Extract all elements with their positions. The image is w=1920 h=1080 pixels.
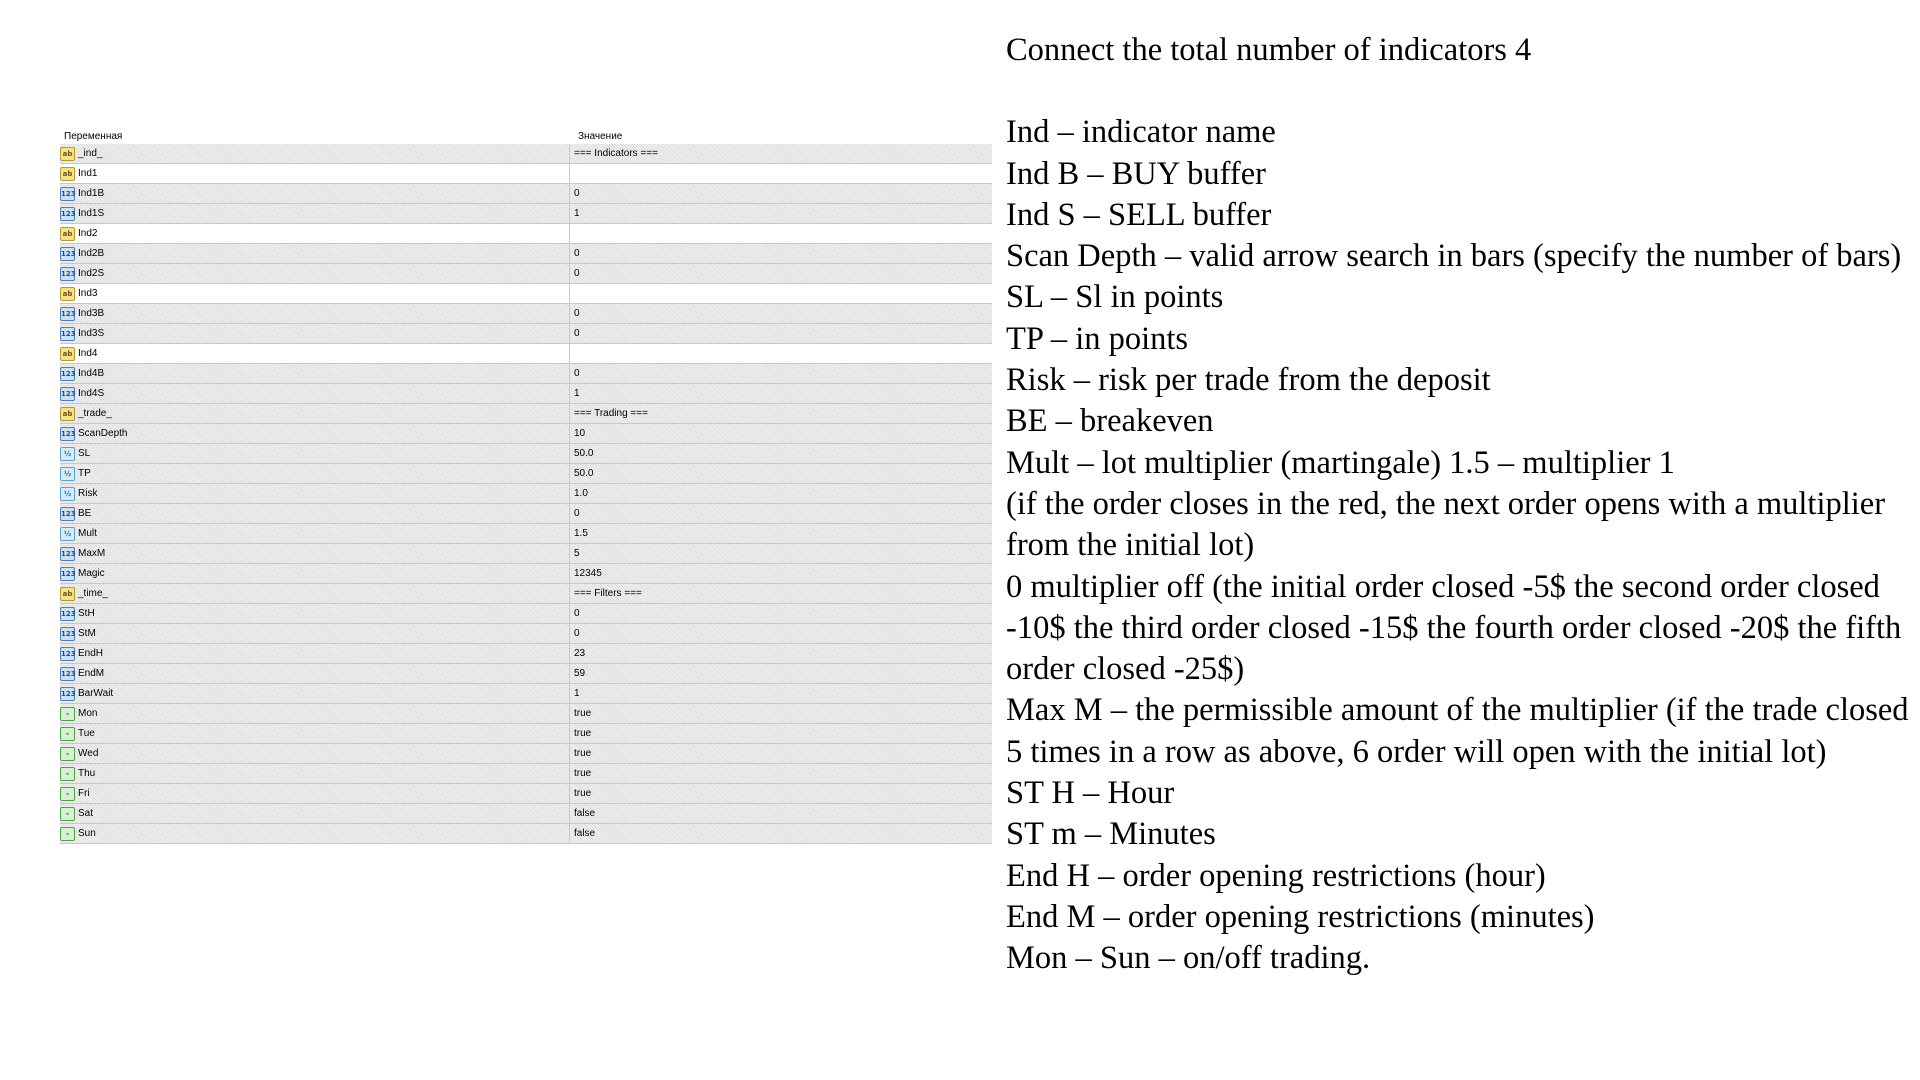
variable-name: SL xyxy=(78,448,91,459)
table-row[interactable] xyxy=(60,324,992,344)
variable-name-cell[interactable] xyxy=(60,284,570,303)
table-row[interactable] xyxy=(60,564,992,584)
boolean-type-icon: ⌁ xyxy=(60,787,75,801)
variable-value-cell[interactable]: 50.0 xyxy=(574,468,594,479)
variable-value-cell[interactable]: 0 xyxy=(574,328,580,339)
description-line: ST H – Hour xyxy=(1006,775,1175,812)
table-row[interactable] xyxy=(60,224,992,244)
double-type-icon: ½ xyxy=(60,527,75,541)
variable-name: Ind4S xyxy=(78,388,105,399)
double-type-icon: ½ xyxy=(60,447,75,461)
integer-type-icon: 123 xyxy=(60,567,75,581)
integer-type-icon: 123 xyxy=(60,267,75,281)
table-row[interactable] xyxy=(60,524,992,544)
variable-value-cell[interactable]: true xyxy=(574,708,592,719)
table-row[interactable] xyxy=(60,684,992,704)
table-row[interactable] xyxy=(60,344,992,364)
variable-name: Ind4 xyxy=(78,348,98,359)
integer-type-icon: 123 xyxy=(60,507,75,521)
variable-name-cell[interactable] xyxy=(60,324,570,343)
table-row[interactable] xyxy=(60,624,992,644)
parameters-table xyxy=(60,120,992,844)
variable-name-cell[interactable] xyxy=(60,744,570,763)
variable-value-cell[interactable]: 0 xyxy=(574,628,580,639)
variable-value-cell[interactable]: 0 xyxy=(574,368,580,379)
variable-value-cell[interactable]: true xyxy=(574,728,592,739)
integer-type-icon: 123 xyxy=(60,667,75,681)
table-row[interactable] xyxy=(60,544,992,564)
integer-type-icon: 123 xyxy=(60,327,75,341)
description-list xyxy=(1006,112,1911,979)
variable-value-cell[interactable]: 59 xyxy=(574,668,586,679)
variable-name: Ind2S xyxy=(78,268,105,279)
table-row[interactable] xyxy=(60,204,992,224)
variable-value-cell[interactable]: 5 xyxy=(574,548,580,559)
integer-type-icon: 123 xyxy=(60,687,75,701)
variable-name-cell[interactable] xyxy=(60,644,570,663)
variable-name: Magic xyxy=(78,568,105,579)
description-line: 0 multiplier off (the initial order closed -5$ the second order closed -10$ the third order closed -15$ the fourth order closed -20$ the fifth order closed -25$) xyxy=(1006,568,1902,688)
boolean-type-icon: ⌁ xyxy=(60,707,75,721)
variable-name: Thu xyxy=(78,768,96,779)
variable-name-cell[interactable] xyxy=(60,764,570,783)
variable-name-cell[interactable] xyxy=(60,684,570,703)
boolean-type-icon: ⌁ xyxy=(60,747,75,761)
column-header-variable[interactable]: Переменная xyxy=(64,131,123,142)
variable-value-cell[interactable]: 1 xyxy=(574,388,580,399)
variable-name: Ind1B xyxy=(78,188,105,199)
variable-name-cell[interactable] xyxy=(60,724,570,743)
variable-name-cell[interactable] xyxy=(60,504,570,523)
variable-name: Risk xyxy=(78,488,98,499)
table-row[interactable] xyxy=(60,764,992,784)
variable-value-cell[interactable] xyxy=(570,284,992,303)
integer-type-icon: 123 xyxy=(60,247,75,261)
table-row[interactable] xyxy=(60,804,992,824)
integer-type-icon: 123 xyxy=(60,427,75,441)
variable-name-cell[interactable] xyxy=(60,444,570,463)
table-row[interactable] xyxy=(60,284,992,304)
boolean-type-icon: ⌁ xyxy=(60,827,75,841)
variable-value-cell[interactable]: false xyxy=(574,828,596,839)
string-type-icon: ab xyxy=(60,287,75,301)
variable-name: Ind2B xyxy=(78,248,105,259)
variable-name-cell[interactable] xyxy=(60,544,570,563)
variable-value-cell[interactable]: false xyxy=(574,808,596,819)
table-row[interactable] xyxy=(60,704,992,724)
variable-value-cell[interactable]: 50.0 xyxy=(574,448,594,459)
table-row[interactable] xyxy=(60,364,992,384)
parameters-table-header xyxy=(60,120,992,144)
variable-value-cell[interactable] xyxy=(570,344,992,363)
description-line: Scan Depth – valid arrow search in bars (specify the number of bars) xyxy=(1006,238,1902,275)
description-title: Connect the total number of indicators 4 xyxy=(1006,32,1532,68)
table-row[interactable] xyxy=(60,724,992,744)
variable-value-cell[interactable]: true xyxy=(574,788,592,799)
table-row[interactable] xyxy=(60,504,992,524)
table-row[interactable] xyxy=(60,744,992,764)
integer-type-icon: 123 xyxy=(60,307,75,321)
variable-name: TP xyxy=(78,468,91,479)
variable-name-cell[interactable] xyxy=(60,464,570,483)
variable-value-cell[interactable] xyxy=(570,224,992,243)
double-type-icon: ½ xyxy=(60,487,75,501)
variable-value-cell[interactable]: === Trading === xyxy=(574,408,648,419)
variable-value-cell[interactable]: 0 xyxy=(574,508,580,519)
description-line: (if the order closes in the red, the next order opens with a multiplier from the initial lot) xyxy=(1006,485,1886,564)
variable-name-cell[interactable] xyxy=(60,184,570,203)
variable-name-cell[interactable] xyxy=(60,424,570,443)
variable-name: StM xyxy=(78,628,96,639)
string-type-icon: ab xyxy=(60,227,75,241)
table-row[interactable] xyxy=(60,664,992,684)
integer-type-icon: 123 xyxy=(60,627,75,641)
variable-name-cell[interactable] xyxy=(60,364,570,383)
variable-name: Sat xyxy=(78,808,94,819)
variable-name-cell[interactable] xyxy=(60,604,570,623)
variable-name: _time_ xyxy=(78,588,109,599)
description-line: BE – breakeven xyxy=(1006,403,1214,440)
variable-value-cell[interactable]: 0 xyxy=(574,308,580,319)
string-type-icon: ab xyxy=(60,587,75,601)
variable-name-cell[interactable] xyxy=(60,624,570,643)
boolean-type-icon: ⌁ xyxy=(60,727,75,741)
parameter-description xyxy=(1006,30,1911,980)
integer-type-icon: 123 xyxy=(60,547,75,561)
variable-value-cell[interactable]: 12345 xyxy=(574,568,602,579)
integer-type-icon: 123 xyxy=(60,207,75,221)
table-row[interactable] xyxy=(60,584,992,604)
variable-name: _ind_ xyxy=(78,148,103,159)
variable-name: Ind3 xyxy=(78,288,98,299)
description-line: SL – Sl in points xyxy=(1006,279,1224,316)
description-line: Ind S – SELL buffer xyxy=(1006,196,1272,233)
table-row[interactable] xyxy=(60,824,992,844)
table-row[interactable] xyxy=(60,304,992,324)
integer-type-icon: 123 xyxy=(60,187,75,201)
description-line: Max M – the permissible amount of the multiplier (if the trade closed 5 times in a row as above, 6 order will open with the initial lot) xyxy=(1006,692,1909,770)
variable-name: EndH xyxy=(78,648,104,659)
variable-name-cell[interactable] xyxy=(60,304,570,323)
variable-name-cell[interactable] xyxy=(60,164,570,183)
variable-name-cell[interactable] xyxy=(60,784,570,803)
variable-value-cell[interactable]: true xyxy=(574,748,592,759)
variable-name: Fri xyxy=(78,788,90,799)
variable-name: _trade_ xyxy=(78,408,112,419)
variable-name-cell[interactable] xyxy=(60,264,570,283)
description-line: Ind – indicator name xyxy=(1006,114,1276,151)
table-row[interactable] xyxy=(60,464,992,484)
variable-name: BE xyxy=(78,508,92,519)
double-type-icon: ½ xyxy=(60,467,75,481)
variable-name: EndM xyxy=(78,668,105,679)
table-row[interactable] xyxy=(60,644,992,664)
description-line: Mult – lot multiplier (martingale) 1.5 – multiplier 1 xyxy=(1006,444,1675,481)
table-row[interactable] xyxy=(60,404,992,424)
variable-name: Ind1 xyxy=(78,168,98,179)
description-line: Mon – Sun – on/off trading. xyxy=(1006,940,1371,977)
variable-name-cell[interactable] xyxy=(60,824,570,843)
table-row[interactable] xyxy=(60,424,992,444)
variable-name: Sun xyxy=(78,828,96,839)
integer-type-icon: 123 xyxy=(60,387,75,401)
column-header-value[interactable]: Значение xyxy=(578,131,623,142)
table-row[interactable] xyxy=(60,604,992,624)
table-row[interactable] xyxy=(60,444,992,464)
description-line: End H – order opening restrictions (hour) xyxy=(1006,857,1546,894)
integer-type-icon: 123 xyxy=(60,647,75,661)
table-row[interactable] xyxy=(60,264,992,284)
variable-name-cell[interactable] xyxy=(60,664,570,683)
variable-value-cell[interactable]: === Filters === xyxy=(574,588,642,599)
description-line: Risk – risk per trade from the deposit xyxy=(1006,362,1491,399)
integer-type-icon: 123 xyxy=(60,607,75,621)
variable-name: Ind3S xyxy=(78,328,105,339)
description-line: TP – in points xyxy=(1006,320,1189,357)
table-row[interactable] xyxy=(60,184,992,204)
variable-name-cell[interactable] xyxy=(60,404,570,423)
variable-value-cell[interactable]: === Indicators === xyxy=(574,148,658,159)
table-row[interactable] xyxy=(60,164,992,184)
variable-name: Wed xyxy=(78,748,99,759)
string-type-icon: ab xyxy=(60,347,75,361)
variable-name: BarWait xyxy=(78,688,114,699)
variable-name-cell[interactable] xyxy=(60,484,570,503)
parameters-table-body xyxy=(60,144,992,844)
variable-name-cell[interactable] xyxy=(60,204,570,223)
variable-value-cell[interactable] xyxy=(570,164,992,183)
table-row[interactable] xyxy=(60,244,992,264)
table-row[interactable] xyxy=(60,384,992,404)
variable-value-cell[interactable]: 10 xyxy=(574,428,586,439)
variable-name-cell[interactable] xyxy=(60,564,570,583)
string-type-icon: ab xyxy=(60,167,75,181)
variable-name: StH xyxy=(78,608,95,619)
variable-value-cell[interactable]: 1.0 xyxy=(574,488,588,499)
variable-value-cell[interactable]: 0 xyxy=(574,268,580,279)
variable-name: Mult xyxy=(78,528,97,539)
variable-name-cell[interactable] xyxy=(60,244,570,263)
variable-value-cell[interactable]: true xyxy=(574,768,592,779)
variable-value-cell[interactable]: 0 xyxy=(574,188,580,199)
variable-value-cell[interactable]: 1 xyxy=(574,208,580,219)
variable-name-cell[interactable] xyxy=(60,224,570,243)
variable-value-cell[interactable]: 1 xyxy=(574,688,580,699)
variable-value-cell[interactable]: 0 xyxy=(574,608,580,619)
variable-name: MaxM xyxy=(78,548,106,559)
variable-name: Mon xyxy=(78,708,98,719)
variable-name: Ind4B xyxy=(78,368,105,379)
variable-value-cell[interactable]: 0 xyxy=(574,248,580,259)
variable-name-cell[interactable] xyxy=(60,804,570,823)
variable-name-cell[interactable] xyxy=(60,704,570,723)
table-row[interactable] xyxy=(60,484,992,504)
variable-name-cell[interactable] xyxy=(60,384,570,403)
variable-name: Ind1S xyxy=(78,208,105,219)
variable-name: ScanDepth xyxy=(78,428,128,439)
boolean-type-icon: ⌁ xyxy=(60,767,75,781)
description-line: Ind B – BUY buffer xyxy=(1006,155,1266,192)
variable-name: Tue xyxy=(78,728,95,739)
variable-name-cell[interactable] xyxy=(60,584,570,603)
description-line: ST m – Minutes xyxy=(1006,816,1216,853)
variable-name-cell[interactable] xyxy=(60,144,570,163)
table-row[interactable] xyxy=(60,784,992,804)
variable-name: Ind2 xyxy=(78,228,98,239)
boolean-type-icon: ⌁ xyxy=(60,807,75,821)
string-type-icon: ab xyxy=(60,407,75,421)
variable-value-cell[interactable]: 23 xyxy=(574,648,586,659)
variable-name-cell[interactable] xyxy=(60,524,570,543)
table-row[interactable] xyxy=(60,144,992,164)
integer-type-icon: 123 xyxy=(60,367,75,381)
variable-value-cell[interactable]: 1.5 xyxy=(574,528,588,539)
variable-name: Ind3B xyxy=(78,308,105,319)
string-type-icon: ab xyxy=(60,147,75,161)
variable-name-cell[interactable] xyxy=(60,344,570,363)
description-line: End M – order opening restrictions (minutes) xyxy=(1006,898,1595,935)
